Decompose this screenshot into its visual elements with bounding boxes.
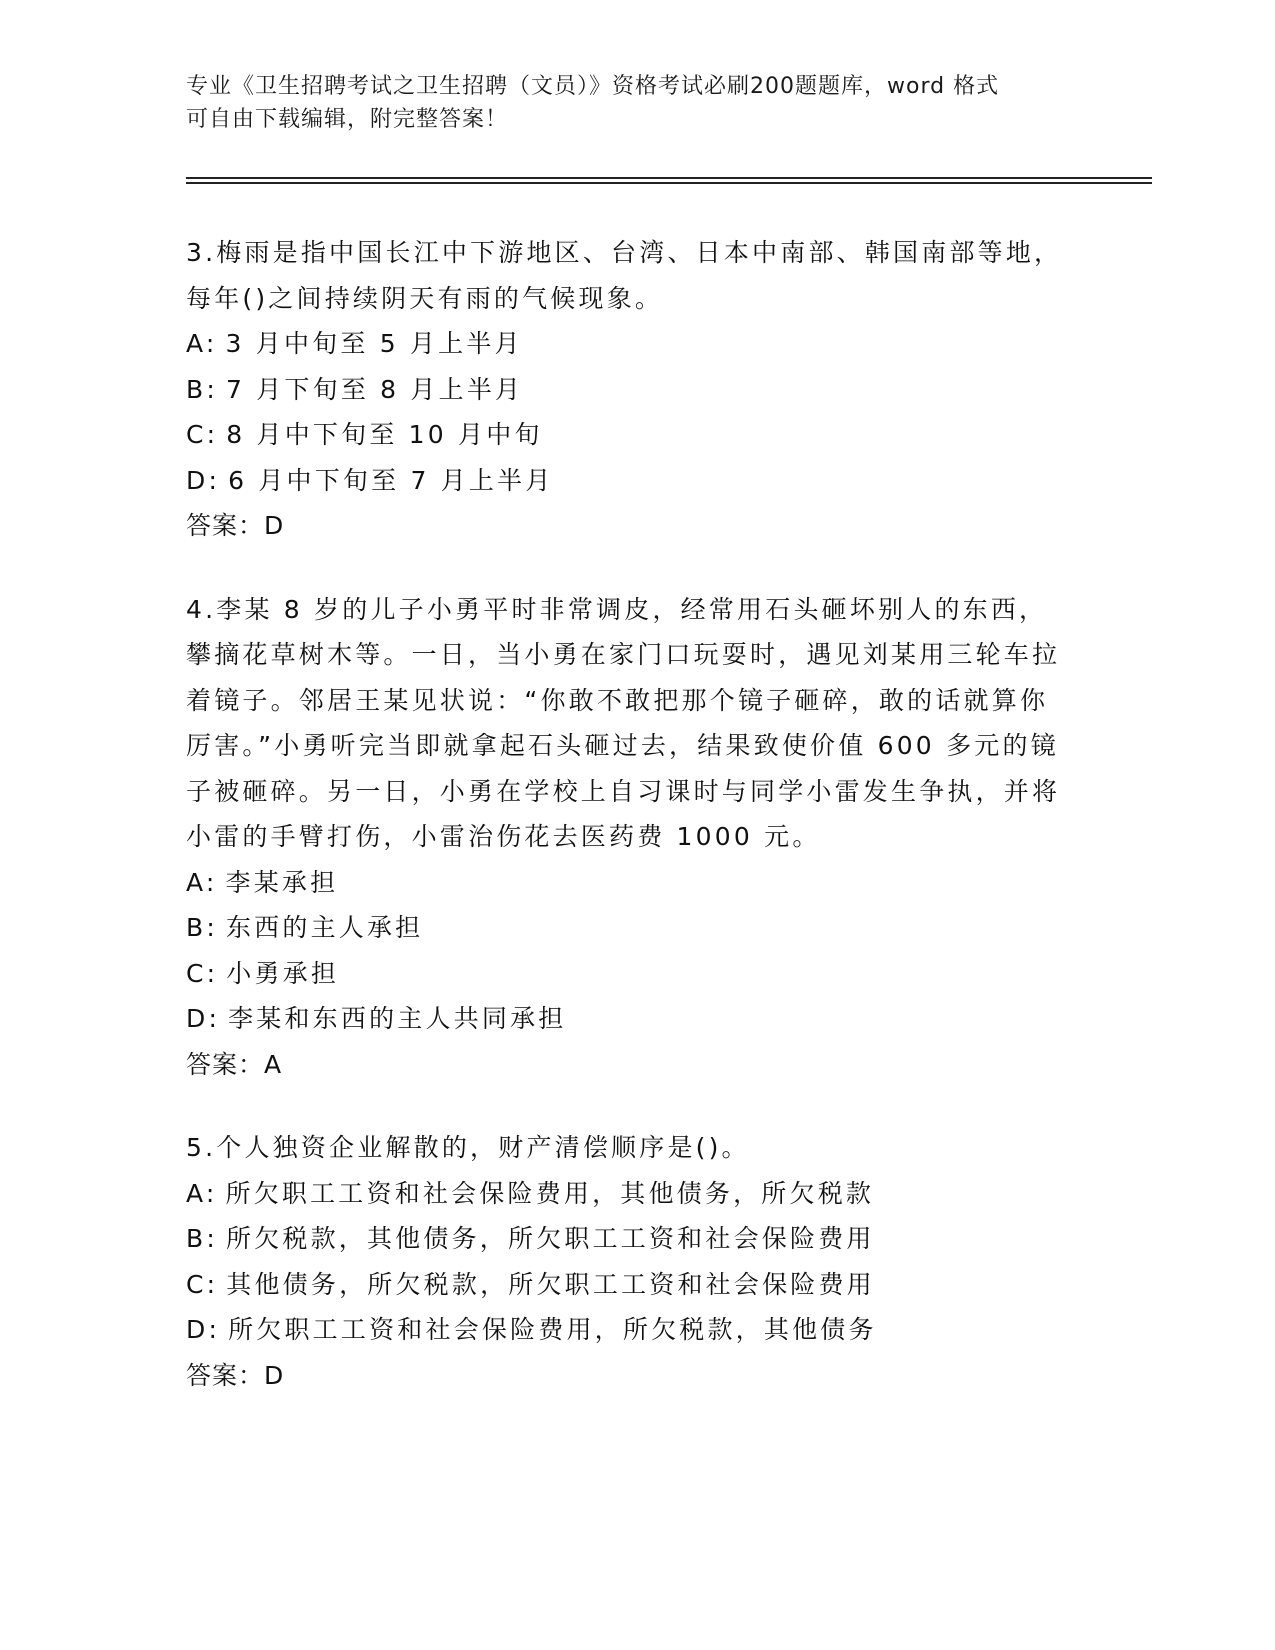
option-a: A: 李某承担 [186, 867, 339, 897]
option-list [186, 1171, 1066, 1353]
header-divider-bottom [186, 182, 1152, 184]
option-letter: A [186, 867, 206, 897]
option-letter: D [186, 1004, 209, 1033]
header-title-line-2: 可自由下载编辑，附完整答案！ [186, 107, 509, 132]
answer-line [186, 503, 1066, 549]
question-5 [186, 1125, 1066, 1398]
option-text: 8 月中下旬至 10 月中旬 [226, 420, 543, 449]
question-text: 3.梅雨是指中国长江中下游地区、台湾、日本中南部、韩国南部等地，每年()之间持续阴天有雨的气候现象。 [186, 238, 1063, 313]
option-text: 所欠税款，其他债务，所欠职工工资和社会保险费用 [225, 1224, 875, 1253]
option-letter: D [186, 465, 209, 495]
option-text: 东西的主人承担 [225, 913, 424, 942]
question-text: 4.李某 8 岁的儿子小勇平时非常调皮，经常用石头砸坏别人的东西，攀摘花草树木等。一日，当小勇在家门口玩耍时，遇见刘某用三轮车拉着镜子。邻居王某见状说：“你敢不敢把那个镜子砸碎，敢的话就算你厉害。”小勇听完当即就拿起石头砸过去，结果致使价值 600 多元的镜子被砸碎。另一日，小勇在学校上自习课时与同学小雷发生争执，并将小雷的手臂打伤，小雷治伤花去医药费 1000 元。 [186, 594, 1061, 851]
option-b: B: 东西的主人承担 [186, 913, 424, 942]
option-text: 3 月中旬至 5 月上半月 [225, 329, 523, 358]
option-d: D: 所欠职工工资和社会保险费用，所欠税款，其他债务 [186, 1315, 877, 1344]
option-letter: C [186, 958, 207, 988]
answer-value: A [264, 1049, 283, 1079]
option-letter: D [186, 1315, 209, 1344]
option-text: 所欠职工工资和社会保险费用，其他债务，所欠税款 [225, 1178, 875, 1208]
answer-label: 答案： [186, 1360, 265, 1390]
option-text: 李某和东西的主人共同承担 [228, 1004, 567, 1033]
option-c: C: 小勇承担 [186, 958, 340, 988]
option-d: D: 李某和东西的主人共同承担 [186, 1004, 567, 1033]
answer-value: D [264, 1360, 285, 1390]
option-letter: A [186, 1178, 206, 1208]
option-text: 7 月下旬至 8 月上半月 [225, 374, 524, 404]
option-list [186, 321, 1066, 503]
option-letter: A [186, 329, 206, 358]
question-list [186, 230, 1066, 1436]
option-letter: C [186, 1269, 207, 1299]
option-list [186, 860, 1066, 1042]
question-4 [186, 587, 1066, 1088]
option-text: 其他债务，所欠税款，所欠职工工资和社会保险费用 [226, 1269, 875, 1299]
option-c: C: 其他债务，所欠税款，所欠职工工资和社会保险费用 [186, 1269, 875, 1299]
answer-line [186, 1353, 1066, 1399]
option-letter: B [186, 1224, 207, 1253]
answer-label: 答案： [186, 1049, 265, 1079]
option-text: 小勇承担 [226, 958, 340, 988]
header-divider-top [186, 177, 1152, 179]
option-letter: B [186, 374, 207, 404]
option-text: 6 月中下旬至 7 月上半月 [228, 465, 554, 495]
document-header [186, 70, 1066, 136]
option-text: 李某承担 [225, 867, 339, 897]
option-letter: B [186, 913, 207, 942]
answer-value: D [264, 511, 285, 540]
option-a: A: 所欠职工工资和社会保险费用，其他债务，所欠税款 [186, 1178, 875, 1208]
header-title-line-1: 专业《卫生招聘考试之卫生招聘（文员）》资格考试必刷200题题库，word 格式 [186, 74, 1000, 99]
option-text: 所欠职工工资和社会保险费用，所欠税款，其他债务 [228, 1315, 877, 1344]
answer-line [186, 1042, 1066, 1088]
option-c: C: 8 月中下旬至 10 月中旬 [186, 420, 543, 449]
option-letter: C [186, 420, 207, 449]
option-d: D: 6 月中下旬至 7 月上半月 [186, 465, 554, 495]
option-b: B: 所欠税款，其他债务，所欠职工工资和社会保险费用 [186, 1224, 875, 1253]
question-text: 5.个人独资企业解散的，财产清偿顺序是()。 [186, 1133, 750, 1162]
answer-label: 答案： [186, 511, 265, 540]
option-a: A: 3 月中旬至 5 月上半月 [186, 329, 523, 358]
option-b: B: 7 月下旬至 8 月上半月 [186, 374, 524, 404]
question-3 [186, 230, 1066, 549]
